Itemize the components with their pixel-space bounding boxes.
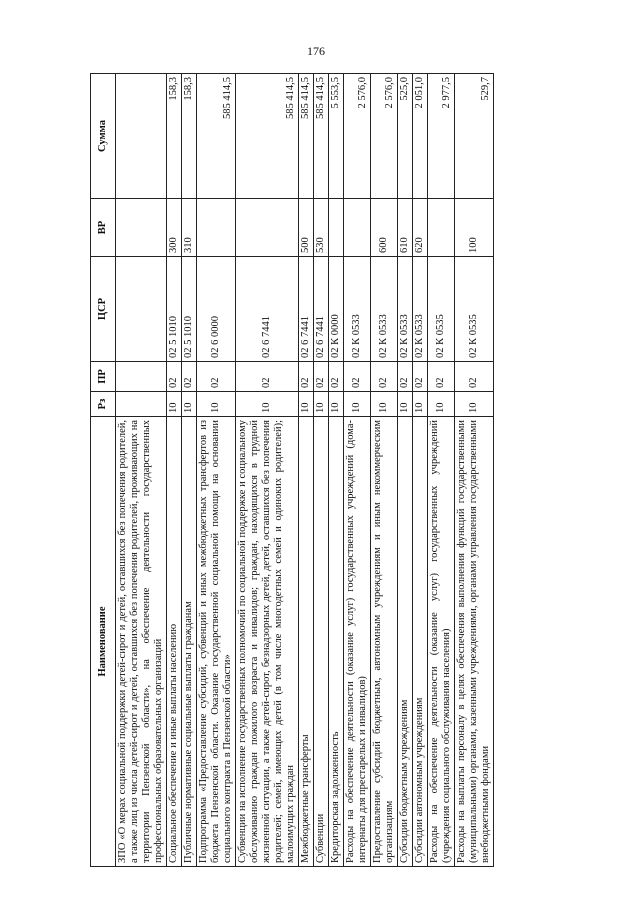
row-vr: 300 — [167, 199, 182, 257]
header-rz: Рз — [91, 392, 116, 417]
row-rz: 10 — [236, 392, 299, 417]
row-vr — [236, 199, 299, 257]
row-pr: 02 — [314, 362, 329, 392]
table-row — [329, 74, 344, 867]
row-pr: 02 — [182, 362, 197, 392]
row-vr: 100 — [455, 199, 494, 257]
row-csr: 02 6 7441 — [236, 257, 299, 362]
table-row — [371, 74, 398, 867]
row-name: Кредиторская задолженность — [329, 417, 344, 867]
row-vr — [344, 199, 371, 257]
row-csr: 02 К 0533 — [398, 257, 413, 362]
table-row — [455, 74, 494, 867]
row-vr — [329, 199, 344, 257]
header-sum: Сумма — [91, 74, 116, 199]
row-name: Публичные нормативные социальные выплаты гражданам — [182, 417, 197, 867]
row-pr — [116, 362, 167, 392]
row-csr: 02 К 0533 — [413, 257, 428, 362]
row-sum: 5 553,5 — [329, 74, 344, 199]
row-pr: 02 — [413, 362, 428, 392]
row-sum: 525,0 — [398, 74, 413, 199]
row-sum: 2 576,0 — [371, 74, 398, 199]
row-name: Расходы на выплаты персоналу в целях обеспечения выполнения функций государственными (муниципальными) органами, казенными учреждениями, органами управления государственными внебюджетными фондами — [455, 417, 494, 867]
row-pr: 02 — [428, 362, 455, 392]
row-vr: 610 — [398, 199, 413, 257]
row-rz: 10 — [344, 392, 371, 417]
row-pr: 02 — [455, 362, 494, 392]
row-csr: 02 К 0535 — [455, 257, 494, 362]
row-csr: 02 К 0533 — [344, 257, 371, 362]
row-pr: 02 — [344, 362, 371, 392]
row-pr: 02 — [371, 362, 398, 392]
row-csr: 02 6 7441 — [299, 257, 314, 362]
row-vr — [428, 199, 455, 257]
row-pr: 02 — [197, 362, 236, 392]
row-pr: 02 — [299, 362, 314, 392]
row-csr: 02 6 0000 — [197, 257, 236, 362]
table-row — [197, 74, 236, 867]
row-name: Социальное обеспечение и иные выплаты населению — [167, 417, 182, 867]
table-row — [413, 74, 428, 867]
row-vr: 310 — [182, 199, 197, 257]
row-csr — [116, 257, 167, 362]
table-header-row — [91, 74, 116, 867]
row-sum: 585 414,5 — [299, 74, 314, 199]
table-row — [398, 74, 413, 867]
row-vr: 530 — [314, 199, 329, 257]
row-sum: 158,3 — [182, 74, 197, 199]
row-vr: 500 — [299, 199, 314, 257]
row-name: Расходы на обеспечение деятельности (оказание услуг) государственных учреждений (дома-интернаты для престарелых и инвалидов) — [344, 417, 371, 867]
row-rz — [116, 392, 167, 417]
row-rz: 10 — [413, 392, 428, 417]
row-sum: 585 414,5 — [314, 74, 329, 199]
row-name: Межбюджетные трансферты — [299, 417, 314, 867]
table-row — [428, 74, 455, 867]
table-row — [344, 74, 371, 867]
row-sum: 529,7 — [455, 74, 494, 199]
row-csr: 02 К 0533 — [371, 257, 398, 362]
row-sum: 2 977,5 — [428, 74, 455, 199]
row-name: Субсидии автономным учреждениям — [413, 417, 428, 867]
row-csr: 02 5 1010 — [182, 257, 197, 362]
row-name: Субвенции на исполнение государственных полномочий по социальной поддержке и социальному обслуживанию граждан пожилого возраста и инвалидов; граждан, находящихся в трудной жизненной ситуации, а также детей-сирот, безнадзорных детей, детей, оставшихся без попечения родителей; семей, имеющих детей (в том числе многодетных семей и одиноких родителей); малоимущих граждан — [236, 417, 299, 867]
row-vr — [197, 199, 236, 257]
row-rz: 10 — [329, 392, 344, 417]
row-rz: 10 — [398, 392, 413, 417]
row-pr: 02 — [167, 362, 182, 392]
row-rz: 10 — [197, 392, 236, 417]
header-vr: ВР — [91, 199, 116, 257]
row-pr: 02 — [236, 362, 299, 392]
budget-table-rotated — [90, 74, 555, 867]
row-rz: 10 — [182, 392, 197, 417]
row-rz: 10 — [314, 392, 329, 417]
row-vr — [116, 199, 167, 257]
row-name: Подпрограмма «Предоставление субсидий, субвенций и иных межбюджетных трансфертов из бюджета Пензенской области. Оказание государственной социальной помощи на основании социального контракта в Пензенской области» — [197, 417, 236, 867]
row-rz: 10 — [299, 392, 314, 417]
row-pr: 02 — [329, 362, 344, 392]
row-pr: 02 — [398, 362, 413, 392]
row-csr: 02 6 7441 — [314, 257, 329, 362]
row-sum: 585 414,5 — [197, 74, 236, 199]
row-rz: 10 — [455, 392, 494, 417]
row-name: Предоставление субсидий бюджетным, автономным учреждениям и иным некоммерческим организациям — [371, 417, 398, 867]
row-vr: 600 — [371, 199, 398, 257]
row-csr: 02 К 0000 — [329, 257, 344, 362]
row-sum: 2 576,0 — [344, 74, 371, 199]
row-csr: 02 5 1010 — [167, 257, 182, 362]
row-sum: 158,3 — [167, 74, 182, 199]
table-row — [167, 74, 182, 867]
row-name: ЗПО «О мерах социальной поддержки детей-сирот и детей, оставшихся без попечения родителей, а также лиц из числа детей-сирот и детей, оставшихся без попечения родителей, проживающих на территории Пензенской области», на обеспечение деятельности государственных профессиональных образовательных организаций — [116, 417, 167, 867]
table-row — [116, 74, 167, 867]
row-rz: 10 — [167, 392, 182, 417]
table-row — [299, 74, 314, 867]
row-sum: 2 051,0 — [413, 74, 428, 199]
budget-table — [90, 73, 494, 867]
header-csr: ЦСР — [91, 257, 116, 362]
row-name: Расходы на обеспечение деятельности (оказание услуг) государственных учреждений (учреждения социального обслуживания населения) — [428, 417, 455, 867]
row-vr: 620 — [413, 199, 428, 257]
row-rz: 10 — [371, 392, 398, 417]
page-number: 176 — [307, 44, 325, 58]
row-csr: 02 К 0535 — [428, 257, 455, 362]
header-pr: ПР — [91, 362, 116, 392]
table-row — [314, 74, 329, 867]
row-name: Субсидии бюджетным учреждениям — [398, 417, 413, 867]
table-row — [182, 74, 197, 867]
row-sum — [116, 74, 167, 199]
table-row — [236, 74, 299, 867]
header-name: Наименование — [91, 417, 116, 867]
row-name: Субвенции — [314, 417, 329, 867]
row-rz: 10 — [428, 392, 455, 417]
row-sum: 585 414,5 — [236, 74, 299, 199]
